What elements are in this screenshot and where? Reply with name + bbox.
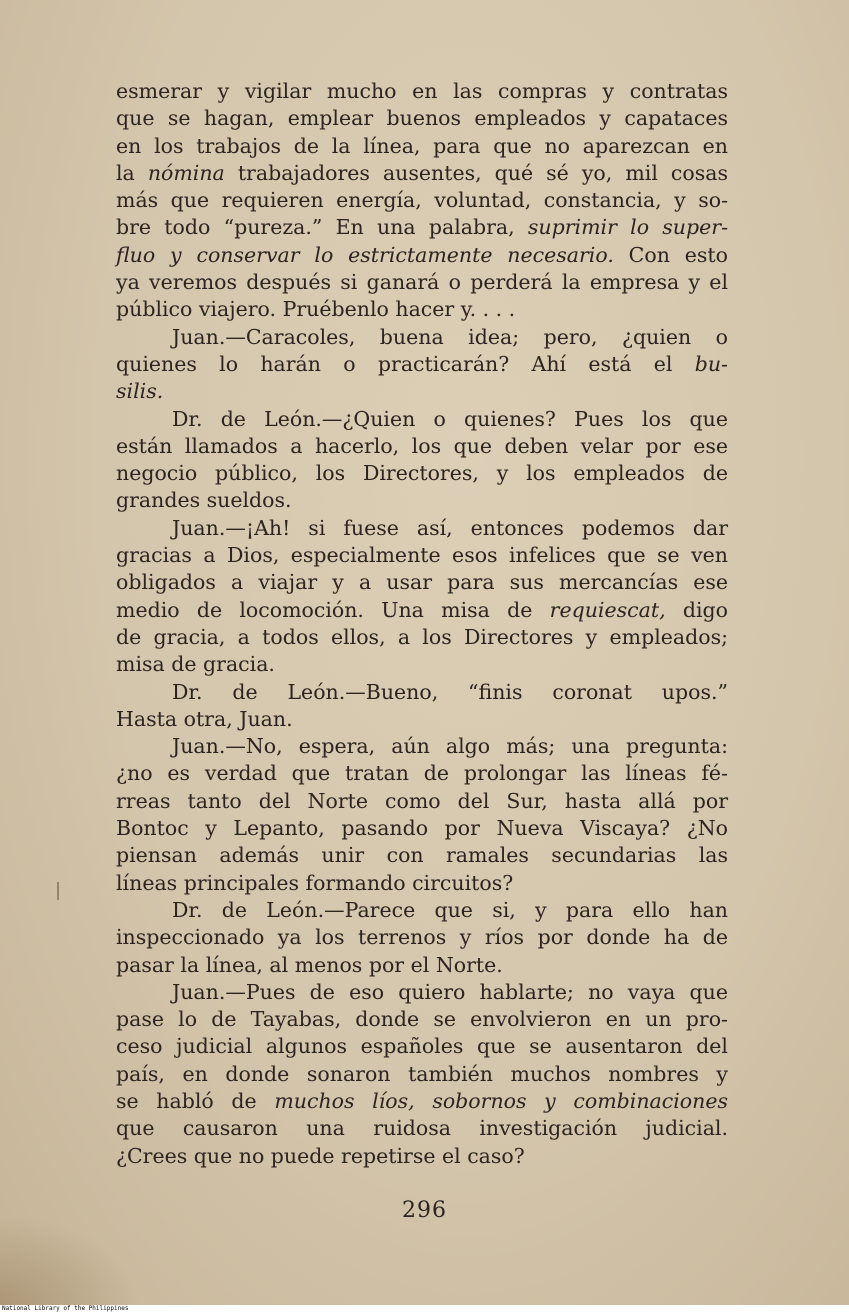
italic-text: nómina xyxy=(147,160,225,185)
text-line xyxy=(116,1115,728,1142)
text-span: Juan.—¡Ah! si fuese así, entonces podemos dar xyxy=(172,515,728,540)
text-span: ¿Crees que no puede repetirse el caso? xyxy=(116,1143,525,1168)
text-line xyxy=(116,624,728,651)
text-line xyxy=(116,788,728,815)
body-text xyxy=(116,78,728,1170)
text-line xyxy=(116,160,728,187)
text-span: negocio público, los Directores, y los empleados de xyxy=(116,461,728,486)
text-line xyxy=(116,487,728,514)
margin-mark xyxy=(57,882,59,900)
text-line xyxy=(116,952,728,979)
text-line xyxy=(116,78,728,105)
footer-credit: National Library of the Philippines xyxy=(2,1305,129,1312)
text-span: más que requieren energía, voluntad, constancia, y so- xyxy=(116,188,728,213)
page-number: 296 xyxy=(402,1198,447,1223)
text-span: quienes lo harán o practicarán? Ahí está el xyxy=(116,351,695,376)
italic-text: suprimir lo super- xyxy=(527,215,728,240)
text-span: ¿no es verdad que tratan de prolongar las líneas fé- xyxy=(116,761,728,786)
text-line xyxy=(116,187,728,214)
text-span: la xyxy=(116,160,148,185)
text-line xyxy=(116,542,728,569)
text-span: grandes sueldos. xyxy=(116,488,292,513)
text-line xyxy=(116,378,728,405)
text-span: Dr. de León.—Parece que si, y para ello han xyxy=(172,897,728,922)
text-line xyxy=(116,815,728,842)
text-span: país, en donde sonaron también muchos nombres y xyxy=(116,1061,728,1086)
text-line xyxy=(116,733,728,760)
text-line xyxy=(116,1033,728,1060)
text-line xyxy=(116,269,728,296)
text-line xyxy=(116,296,728,323)
text-span: que se hagan, emplear buenos empleados y capataces xyxy=(116,106,728,131)
text-span: Con esto xyxy=(613,242,728,267)
text-line xyxy=(116,242,728,269)
text-line xyxy=(116,324,728,351)
text-span: pasar la línea, al menos por el Norte. xyxy=(116,952,503,977)
text-line xyxy=(116,133,728,160)
text-span: Dr. de León.—Bueno, “finis coronat upos.” xyxy=(172,679,728,704)
text-span: están llamados a hacerlo, los que deben velar por ese xyxy=(116,433,728,458)
text-line xyxy=(116,979,728,1006)
text-line xyxy=(116,351,728,378)
text-line xyxy=(116,842,728,869)
text-line xyxy=(116,924,728,951)
text-span: Bontoc y Lepanto, pasando por Nueva Viscaya? ¿No xyxy=(116,816,728,841)
text-span: obligados a viajar y a usar para sus mercancías ese xyxy=(116,570,728,595)
text-span: inspeccionado ya los terrenos y ríos por donde ha de xyxy=(116,925,728,950)
text-line xyxy=(116,105,728,132)
text-span: medio de locomoción. Una misa de xyxy=(116,597,550,622)
text-line xyxy=(116,870,728,897)
text-line xyxy=(116,1088,728,1115)
text-span: ceso judicial algunos españoles que se ausentaron del xyxy=(116,1034,728,1059)
italic-text: fluo y conservar lo estrictamente necesario. xyxy=(116,242,614,267)
text-line xyxy=(116,214,728,241)
text-span: se habló de xyxy=(116,1088,275,1113)
text-span: esmerar y vigilar mucho en las compras y contratas xyxy=(116,79,728,103)
text-span: digo xyxy=(665,597,728,622)
text-line xyxy=(116,406,728,433)
text-line xyxy=(116,1006,728,1033)
text-span: bre todo “pureza.” En una palabra, xyxy=(116,215,528,240)
text-span: Juan.—Caracoles, buena idea; pero, ¿quien o xyxy=(172,324,728,349)
text-line xyxy=(116,515,728,542)
italic-text: requiescat, xyxy=(549,597,666,622)
text-line xyxy=(116,569,728,596)
text-span: gracias a Dios, especialmente esos infelices que se ven xyxy=(116,543,728,568)
text-line xyxy=(116,651,728,678)
italic-text: muchos líos, sobornos y combinaciones xyxy=(274,1088,729,1113)
italic-text: bu- xyxy=(694,351,728,376)
text-span: público viajero. Pruébenlo hacer y. . . . xyxy=(116,297,516,322)
text-span: piensan además unir con ramales secundarias las xyxy=(116,843,728,868)
text-span: trabajadores ausentes, qué sé yo, mil cosas xyxy=(224,160,728,185)
text-line xyxy=(116,1061,728,1088)
text-span: misa de gracia. xyxy=(116,652,275,677)
text-line xyxy=(116,433,728,460)
text-span: Juan.—Pues de eso quiero hablarte; no vaya que xyxy=(172,979,728,1004)
text-span: Juan.—No, espera, aún algo más; una pregunta: xyxy=(172,734,728,759)
text-line xyxy=(116,706,728,733)
text-span: Hasta otra, Juan. xyxy=(116,706,293,731)
text-span: en los trabajos de la línea, para que no aparezcan en xyxy=(116,133,728,158)
text-line xyxy=(116,679,728,706)
text-span: de gracia, a todos ellos, a los Directores y empleados; xyxy=(116,624,728,649)
text-span: que causaron una ruidosa investigación judicial. xyxy=(116,1116,728,1141)
text-span: pase lo de Tayabas, donde se envolvieron en un pro- xyxy=(116,1007,728,1032)
text-span: Dr. de León.—¿Quien o quienes? Pues los que xyxy=(172,406,728,431)
text-line xyxy=(116,1143,728,1170)
text-line xyxy=(116,897,728,924)
text-span: ya veremos después si ganará o perderá la empresa y el xyxy=(116,270,728,295)
text-span: rreas tanto del Norte como del Sur, hasta allá por xyxy=(116,788,728,813)
text-line xyxy=(116,597,728,624)
text-line xyxy=(116,760,728,787)
text-line xyxy=(116,460,728,487)
text-span: líneas principales formando circuitos? xyxy=(116,870,514,895)
italic-text: silis. xyxy=(116,379,164,404)
